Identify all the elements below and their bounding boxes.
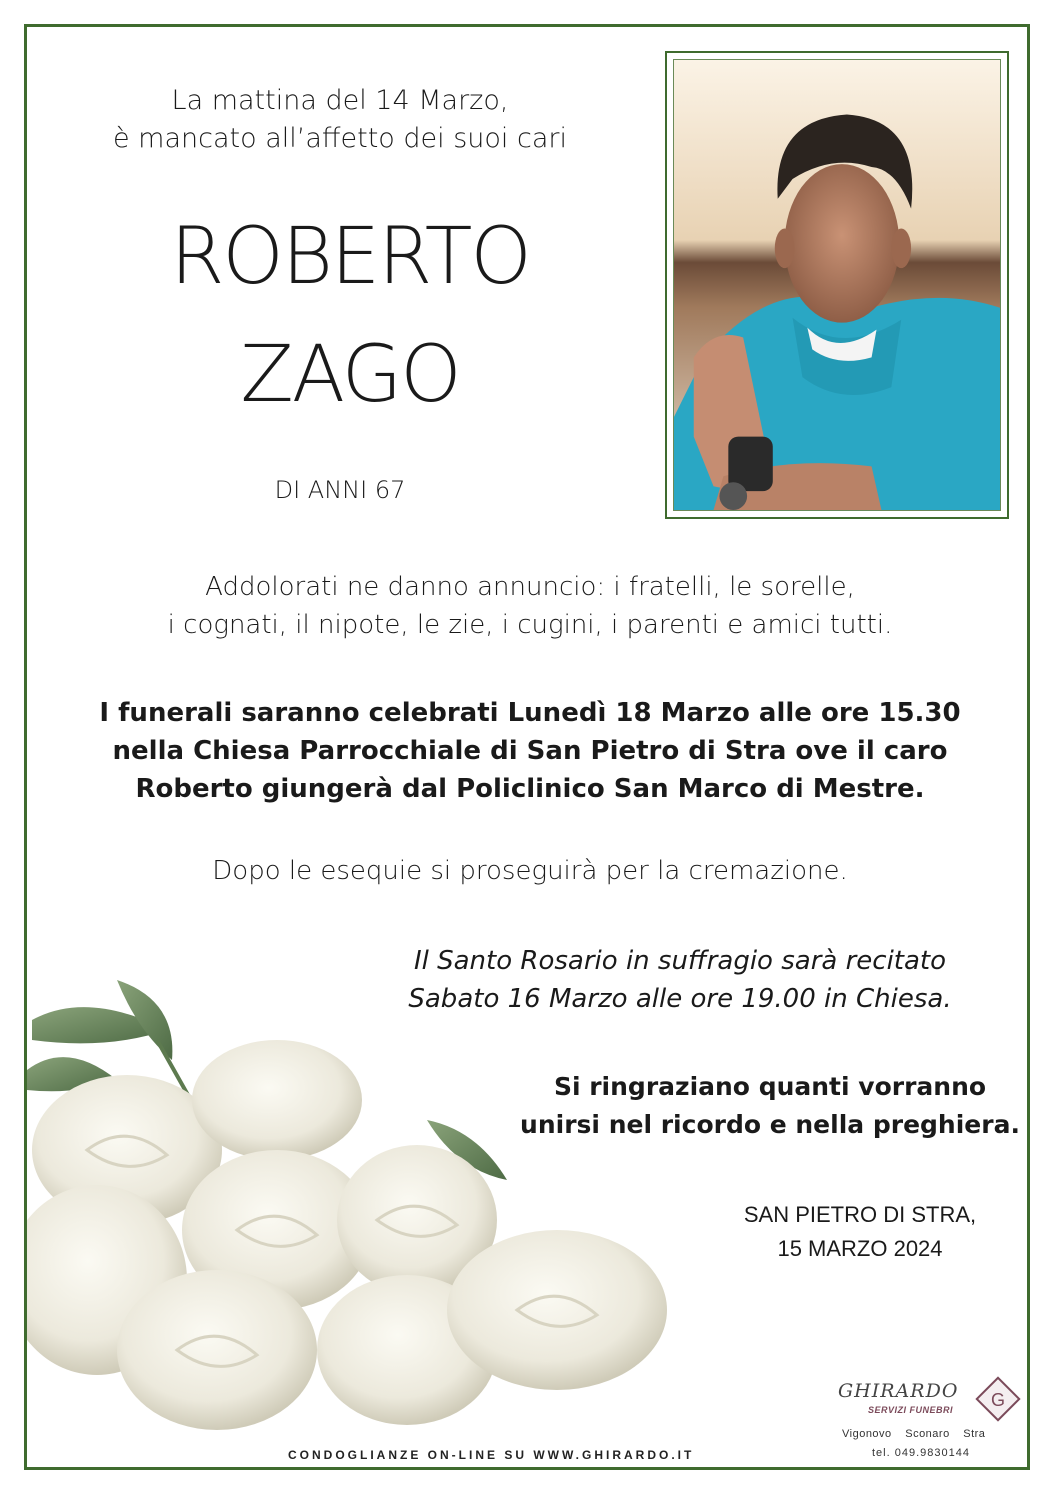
thanks-line-2: unirsi nel ricordo e nella preghiera. xyxy=(520,1110,1020,1139)
announcement-line-1: Addolorati ne danno annuncio: i fratelli, le sorelle, xyxy=(205,572,855,602)
rosary-line-1: Il Santo Rosario in suffragio sarà recitato xyxy=(413,946,947,976)
portrait-photo xyxy=(673,59,1001,511)
badge-letter: G xyxy=(990,1390,1006,1410)
condolences-link[interactable]: CONDOGLIANZE ON-LINE SU WWW.GHIRARDO.IT xyxy=(288,1448,695,1462)
date-line: 15 MARZO 2024 xyxy=(777,1236,943,1261)
last-name: ZAGO xyxy=(240,330,460,420)
funeral-home-phone: tel. 049.9830144 xyxy=(872,1447,970,1459)
intro-line-1: La mattina del 14 Marzo, xyxy=(171,85,509,116)
thanks-line-1: Si ringraziano quanti vorranno xyxy=(553,1072,987,1101)
age-label: DI ANNI 67 xyxy=(274,476,406,504)
funeral-line-3: Roberto giungerà dal Policlinico San Marco di Mestre. xyxy=(135,774,925,804)
cremation-note: Dopo le esequie si proseguirà per la cremazione. xyxy=(212,856,848,886)
funeral-line-1: I funerali saranno celebrati Lunedì 18 Marzo alle ore 15.30 xyxy=(99,698,961,728)
announcement-text xyxy=(60,568,1000,644)
first-name: ROBERTO xyxy=(170,212,530,302)
funeral-home-badge-icon xyxy=(975,1376,1021,1422)
funeral-home-logo-name: GHIRARDO xyxy=(838,1380,959,1402)
intro-text xyxy=(80,82,600,158)
place-date xyxy=(700,1198,1020,1266)
intro-line-2: è mancato all’affetto dei suoi cari xyxy=(112,123,567,154)
rosary-line-2: Sabato 16 Marzo alle ore 19.00 in Chiesa. xyxy=(408,984,952,1014)
funeral-details xyxy=(60,694,1000,808)
portrait-frame xyxy=(665,51,1009,519)
place-line: SAN PIETRO DI STRA, xyxy=(743,1202,977,1227)
announcement-line-2: i cognati, il nipote, le zie, i cugini, i parenti e amici tutti. xyxy=(167,610,893,640)
funeral-line-2: nella Chiesa Parrocchiale di San Pietro di Stra ove il caro xyxy=(112,736,948,766)
funeral-home-towns: Vigonovo Sconaro Stra xyxy=(842,1428,986,1440)
white-roses-image xyxy=(27,980,727,1440)
funeral-home-subtitle: SERVIZI FUNEBRI xyxy=(868,1405,954,1415)
